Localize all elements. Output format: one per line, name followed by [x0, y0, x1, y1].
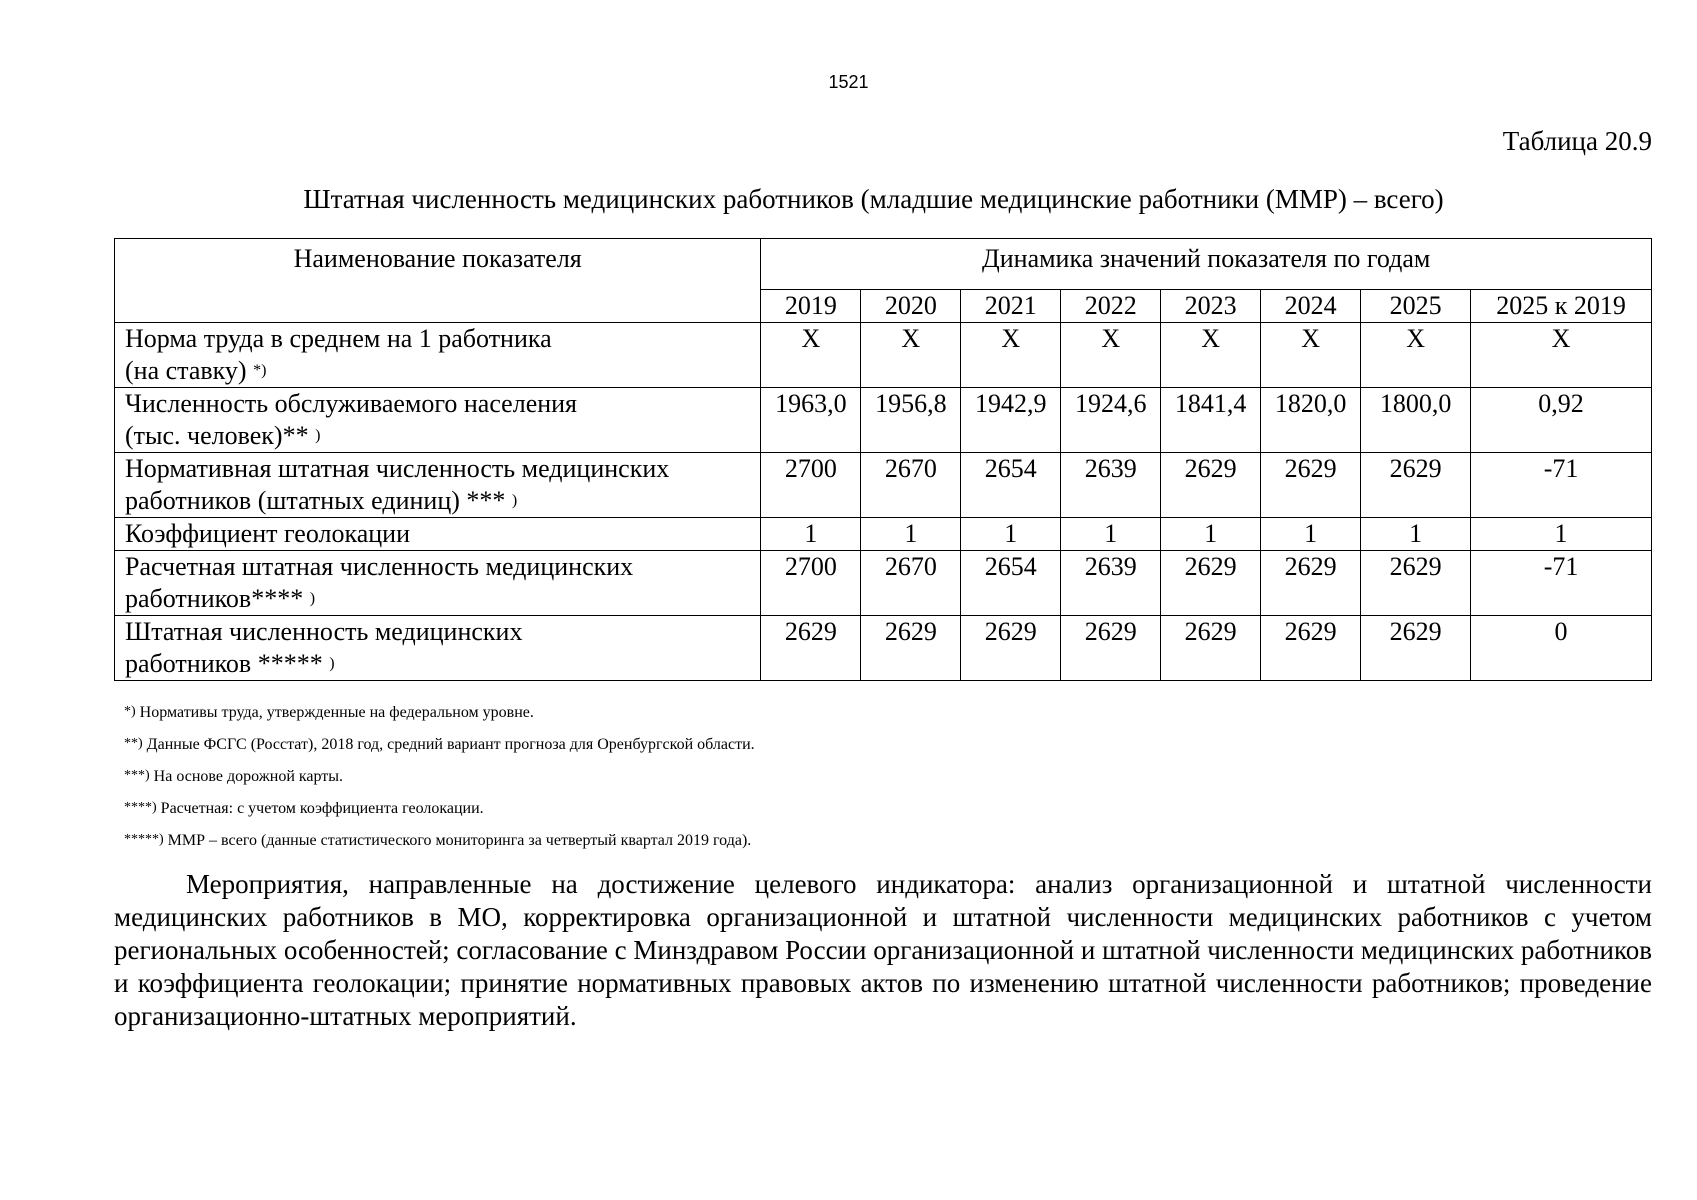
value-cell: 1820,0 [1261, 388, 1361, 453]
value-cell: Х [861, 323, 961, 388]
year-header: 2023 [1161, 290, 1261, 323]
value-cell: 2629 [1361, 453, 1471, 518]
footnote-mark: ****) [124, 800, 157, 815]
value-cell: Х [761, 323, 861, 388]
table-row [115, 551, 1652, 616]
footnote [124, 728, 755, 760]
value-cell: Х [1361, 323, 1471, 388]
indicator-name-line: Численность обслуживаемого населения [125, 389, 578, 418]
value-cell: 2629 [1161, 616, 1261, 681]
year-header: 2025 [1361, 290, 1471, 323]
footnote-mark: **) [124, 736, 143, 751]
value-cell: 1800,0 [1361, 388, 1471, 453]
indicator-name-line: Расчетная штатная численность медицинских [125, 552, 634, 581]
footnote-text: Нормативы труда, утвержденные на федеральном уровне. [135, 704, 534, 721]
year-header: 2021 [961, 290, 1061, 323]
footnote [124, 760, 755, 792]
value-cell: 2700 [761, 551, 861, 616]
value-cell: 2629 [761, 616, 861, 681]
value-cell: 2629 [1361, 616, 1471, 681]
value-cell: 2629 [1261, 453, 1361, 518]
value-cell: 2654 [961, 551, 1061, 616]
value-cell: Х [1061, 323, 1161, 388]
value-cell: 1 [761, 518, 861, 551]
value-cell: 1 [1261, 518, 1361, 551]
indicator-name-line [125, 355, 754, 387]
value-cell: 2639 [1061, 453, 1161, 518]
value-cell: 1841,4 [1161, 388, 1261, 453]
measures-paragraph: Мероприятия, направленные на достижение целевого индикатора: анализ организационной и штатной численности медицинских работников в МО, корректировка организационной и штатной численности медицинских работников с учетом региональных особенностей; согласование с Минздравом России организационной и штатной численности медицинских работников и коэффициента геолокации; принятие нормативных правовых актов по изменению штатной численности работников; проведение организационно-штатных мероприятий. [114, 869, 1652, 1031]
ratio-header: 2025 к 2019 [1471, 290, 1652, 323]
dynamics-header: Динамика значений показателя по годам [761, 239, 1652, 290]
indicator-name-line [125, 420, 754, 452]
value-cell: Х [1261, 323, 1361, 388]
footnote [124, 824, 755, 856]
value-cell: 2670 [861, 551, 961, 616]
value-cell: 1 [1161, 518, 1261, 551]
value-cell: Х [1471, 323, 1652, 388]
indicator-name-line [125, 485, 754, 517]
indicator-name-line: Норма труда в среднем на 1 работника [125, 324, 552, 353]
indicator-name-text: (на ставку) [125, 356, 247, 385]
footnote-text: ММР – всего (данные статистического мониторинга за четвертый квартал 2019 года). [163, 832, 752, 849]
footnote-mark: ) [511, 492, 518, 509]
table-row [115, 453, 1652, 518]
value-cell: 0,92 [1471, 388, 1652, 453]
year-header: 2020 [861, 290, 961, 323]
footnotes [124, 696, 755, 856]
table-label: Таблица 20.9 [1502, 126, 1652, 156]
value-cell: 1 [1471, 518, 1652, 551]
value-cell: 2629 [861, 616, 961, 681]
indicator-name-text: работников**** [125, 584, 304, 613]
value-cell: 2629 [1261, 616, 1361, 681]
footnote-text: Расчетная: с учетом коэффициента геолокации. [156, 800, 484, 817]
value-cell: 2700 [761, 453, 861, 518]
indicator-name-text: (тыс. человек)** [125, 421, 309, 450]
table-row [115, 616, 1652, 681]
value-cell: 2629 [961, 616, 1061, 681]
value-cell: 2670 [861, 453, 961, 518]
value-cell: 1924,6 [1061, 388, 1161, 453]
footnote [124, 696, 755, 728]
indicator-name-cell [115, 616, 761, 681]
year-header: 2022 [1061, 290, 1161, 323]
value-cell: 0 [1471, 616, 1652, 681]
value-cell: 2639 [1061, 551, 1161, 616]
indicator-name-cell [115, 518, 761, 551]
indicator-name-text: работников ***** [125, 649, 323, 678]
indicator-name-header: Наименование показателя [115, 239, 761, 323]
value-cell: 2629 [1161, 453, 1261, 518]
footnote-mark: ) [309, 590, 316, 607]
year-header: 2019 [761, 290, 861, 323]
value-cell: 1 [1061, 518, 1161, 551]
indicator-name-line: Коэффициент геолокации [125, 519, 410, 548]
footnote-mark: *) [124, 704, 136, 719]
value-cell: 1942,9 [961, 388, 1061, 453]
value-cell: Х [1161, 323, 1261, 388]
indicator-name-line [125, 583, 754, 615]
page-number: 1521 [828, 72, 869, 92]
value-cell: 1 [861, 518, 961, 551]
indicator-name-cell [115, 551, 761, 616]
value-cell: 1 [961, 518, 1061, 551]
footnote [124, 792, 755, 824]
value-cell: -71 [1471, 453, 1652, 518]
indicator-name-line: Нормативная штатная численность медицинских [125, 454, 670, 483]
staffing-table [114, 238, 1652, 681]
indicator-name-line: Штатная численность медицинских [125, 617, 523, 646]
indicator-name-cell [115, 388, 761, 453]
footnote-text: На основе дорожной карты. [149, 768, 344, 785]
table-row [115, 323, 1652, 388]
footnote-mark: *) [253, 362, 267, 379]
indicator-name-text: работников (штатных единиц) *** [125, 486, 506, 515]
footnote-mark: ***) [124, 768, 150, 783]
indicator-name-cell [115, 453, 761, 518]
year-header: 2024 [1261, 290, 1361, 323]
value-cell: 2629 [1261, 551, 1361, 616]
value-cell: 2654 [961, 453, 1061, 518]
table-row [115, 388, 1652, 453]
value-cell: 1956,8 [861, 388, 961, 453]
indicator-name-cell [115, 323, 761, 388]
value-cell: 2629 [1061, 616, 1161, 681]
value-cell: 1 [1361, 518, 1471, 551]
value-cell: Х [961, 323, 1061, 388]
footnote-text: Данные ФСГС (Росстат), 2018 год, средний вариант прогноза для Оренбургской области. [142, 736, 755, 753]
value-cell: 1963,0 [761, 388, 861, 453]
indicator-name-line [125, 648, 754, 680]
footnote-mark: *****) [124, 832, 164, 847]
value-cell: 2629 [1361, 551, 1471, 616]
footnote-mark: ) [329, 655, 335, 672]
value-cell: 2629 [1161, 551, 1261, 616]
table-title: Штатная численность медицинских работников (младшие медицинские работники (ММР) – всего) [303, 184, 1444, 214]
footnote-mark: ) [315, 427, 321, 444]
value-cell: -71 [1471, 551, 1652, 616]
table-row [115, 518, 1652, 551]
